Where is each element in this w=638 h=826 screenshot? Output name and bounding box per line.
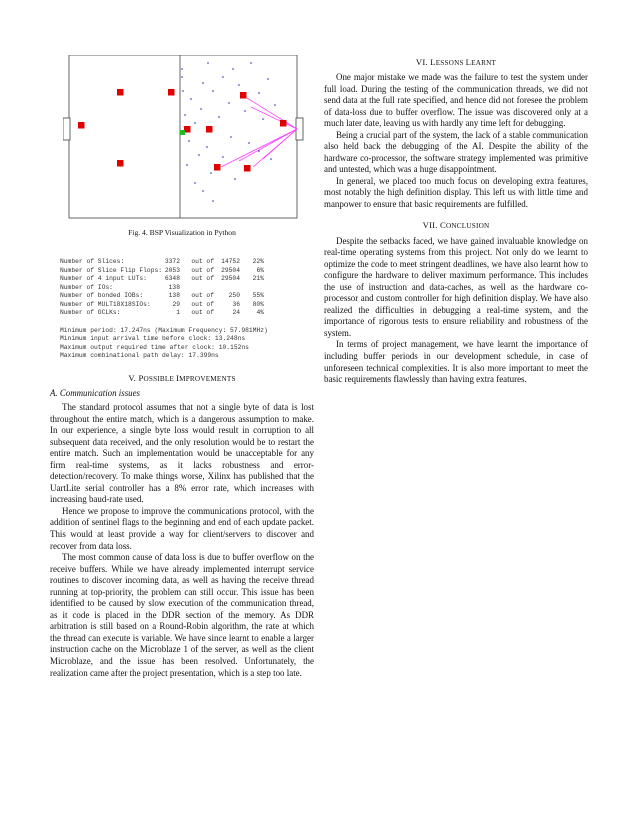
trace-dot	[258, 150, 260, 152]
trace-dot	[270, 158, 272, 160]
resource-row	[60, 267, 310, 276]
link-line	[263, 129, 297, 159]
trace-dot	[222, 156, 224, 158]
resource-of: out of	[191, 309, 214, 317]
paragraph: In general, we placed too much focus on developing extra features, most notably the high definition display. This left us with little time and manpower to ensure that basic requirements are fulfilled.	[324, 175, 588, 210]
trace-dot	[230, 136, 232, 138]
resource-label: Number of 4 input LUTs:	[60, 275, 147, 283]
left-goal	[63, 118, 70, 140]
resource-row	[60, 301, 310, 310]
trace-dot	[202, 190, 204, 192]
trace-dot	[232, 68, 234, 70]
trace-dot	[206, 146, 208, 148]
heading-rest-2: MPROVEMENTS	[179, 375, 236, 383]
resource-of: out of	[191, 275, 214, 283]
section-v-heading	[50, 373, 314, 383]
heading-rest-2: EARNT	[471, 59, 497, 67]
trace-dot	[250, 62, 252, 64]
resource-used: 138	[168, 283, 180, 291]
player-blocks	[78, 89, 287, 172]
resource-of: out of	[191, 266, 214, 274]
resource-label: Number of GCLKs:	[60, 309, 121, 317]
link-lines	[221, 98, 297, 167]
resource-total	[214, 284, 240, 293]
trace-dot	[244, 110, 246, 112]
heading-initial: P	[138, 373, 144, 383]
trace-dot	[182, 90, 184, 92]
paragraph: One major mistake we made was the failure to test the system under full load. During the testing of the communication threads, we did not send data at the full rate specified, and hence did not foresee the problem of data-loss due to buffer overflow. The issue was discovered only at a much later date, leaving us with hardly any time left for debugging.	[324, 72, 588, 129]
resource-used: 3372	[164, 258, 180, 265]
trace-dot	[222, 76, 224, 78]
heading-rest: ESSONS	[435, 59, 466, 67]
resource-used: 138	[168, 292, 180, 300]
player-block	[117, 160, 124, 167]
resource-label: Number of Slice Flip Flops:	[60, 266, 163, 274]
resource-percent: 6%	[256, 266, 264, 274]
trace-dot	[210, 172, 212, 174]
figure-caption: Fig. 4. BSP Visualization in Python	[128, 228, 236, 237]
player-block	[168, 89, 175, 96]
timing-line: Maximum output required time after clock: 10.152ns	[60, 343, 249, 351]
resource-percent: 80%	[252, 300, 264, 308]
link-line	[247, 98, 297, 129]
paragraph: Despite the setbacks faced, we have gained invaluable knowledge on real-time operating systems from this project. Not only do we learnt to optimize the code to meet stringent deadlines, we have also learnt how to configure the hardware to deliver maximum performance. This includes the use of instruction and data-caches, as well as the hardware co-processor and custom controller for high definition display. We have also realized the difficulties in debugging a real-time system, and the importance of rigorous tests to ensure reliability and robustness of the system.	[324, 235, 588, 338]
paragraph: In terms of project management, we have learnt the importance of including buffer periods in our development schedule, in case of unforeseen technical complexities. It is also more important to meet the basic requirements flawlessly than having extra features.	[324, 339, 588, 385]
resource-of: out of	[191, 292, 214, 300]
subsection-heading: A. Communication issues	[50, 388, 140, 398]
bsp-field-svg	[63, 55, 311, 220]
field-border	[69, 55, 297, 218]
heading-initial-2: L	[465, 57, 472, 67]
section-number: VII.	[422, 219, 438, 230]
ball-marker	[180, 130, 185, 135]
heading-rest: ONCLUSION	[446, 221, 490, 230]
resource-label: Number of MULT18X18SIOs:	[60, 300, 151, 308]
resource-row	[60, 292, 310, 301]
resource-table	[60, 258, 310, 318]
timing-line: Minimum period: 17.247ns (Maximum Frequency: 57.981MHz)	[60, 326, 268, 334]
resource-row	[60, 275, 310, 284]
paragraph: Hence we propose to improve the communications protocol, with the addition of sentinel flags to the beginning and end of each update packet. This would at least provide a way for client/servers to discover and recover from data loss.	[50, 505, 314, 551]
trace-dot	[181, 68, 183, 70]
player-block	[206, 126, 213, 133]
trace-dot	[238, 84, 240, 86]
bsp-visualization-figure	[63, 55, 311, 220]
resource-percent: 21%	[252, 275, 264, 283]
heading-initial: C	[440, 219, 447, 230]
resource-total: 14752	[221, 258, 240, 265]
resource-used: 29	[172, 300, 180, 308]
trace-dot	[202, 82, 204, 84]
trace-dot	[194, 122, 196, 124]
resource-label: Number of Slices:	[60, 258, 125, 265]
section-number: V.	[128, 373, 137, 383]
trace-dot	[274, 104, 276, 106]
resource-total: 24	[232, 309, 240, 317]
resource-total: 36	[232, 300, 240, 308]
trace-dots	[181, 62, 276, 202]
player-block	[78, 122, 85, 129]
resource-row	[60, 284, 310, 293]
trace-dot	[190, 98, 192, 100]
link-line	[251, 107, 297, 129]
resource-label: Number of bonded IOBs:	[60, 292, 144, 300]
resource-percent	[240, 284, 264, 293]
heading-initial-2: I	[176, 373, 180, 383]
trace-dot	[181, 76, 183, 78]
heading-rest: OSSIBLE	[143, 375, 177, 383]
timing-summary	[60, 327, 310, 361]
resource-label: Number of IOs:	[60, 283, 113, 291]
player-block	[244, 165, 251, 172]
player-block	[240, 92, 247, 99]
trace-dot	[234, 178, 236, 180]
paragraph: The most common cause of data loss is due to buffer overflow on the receive buffers. While we have already implemented interrupt service routines to discover incoming data, as well as having the receive thread running at top-priority, the problem can still occur. This issue has been identified to be caused by slow execution of the communication thread, as it code is placed in the DDR section of the memory. As DDR arbitration is still based on a Round-Robin algorithm, the rate at which the thread can execute is variable. We have since learnt to enable a larger instruction cache on the Microblaze 1 of the server, as well as the client Microblaze, and the issue has been resolved. Unfortunately, the realization came after the project presentation, which is a step too late.	[50, 552, 314, 678]
trace-dot	[194, 182, 196, 184]
player-block	[280, 120, 287, 127]
resource-total: 29504	[221, 275, 240, 283]
synthesis-report	[60, 258, 310, 361]
heading-initial: L	[430, 57, 436, 67]
resource-used: 2053	[164, 266, 180, 274]
trace-dot	[267, 78, 269, 80]
section-vi-heading	[324, 57, 588, 67]
trace-dot	[207, 62, 209, 64]
left-column	[50, 373, 314, 679]
trace-dot	[188, 140, 190, 142]
trace-dot	[184, 114, 186, 116]
trace-dot	[262, 118, 264, 120]
resource-of: out of	[191, 300, 214, 308]
resource-percent: 55%	[252, 292, 264, 300]
trace-dot	[218, 116, 220, 118]
resource-total: 250	[228, 292, 240, 300]
resource-of: out of	[191, 258, 214, 265]
player-block	[214, 164, 221, 171]
resource-total: 29504	[221, 266, 240, 274]
resource-of	[180, 284, 214, 293]
trace-dot	[212, 200, 214, 202]
trace-dot	[228, 102, 230, 104]
resource-row	[60, 258, 310, 267]
timing-line: Maximum combinational path delay: 17.399ns	[60, 352, 219, 360]
trace-dot	[198, 154, 200, 156]
paragraph: Being a crucial part of the system, the lack of a stable communication also held back the debugging of the AI. Despite the ability of the hardware co-processor, the software strategy implemented was primitive and untested, which was a huge disappointment.	[324, 129, 588, 175]
resource-percent: 4%	[256, 309, 264, 317]
trace-dot	[212, 90, 214, 92]
section-number: VI.	[415, 57, 428, 67]
right-goal	[296, 118, 303, 140]
trace-dot	[248, 142, 250, 144]
right-column	[324, 57, 588, 386]
trace-dot	[186, 164, 188, 166]
paragraph: The standard protocol assumes that not a single byte of data is lost throughout the entire match, which is a dangerous assumption to make. In our experience, a single byte loss would result in corruption to all subsequent data received, and the only resolution would be to restart the entire match. Such an implementation would be unacceptable for any firm real-time systems, as it lacks robustness and error-detection/recovery. To make things worse, Xilinx has published that the UartLite serial controller has a 8% error rate, which increases with increasing baud-rate used.	[50, 402, 314, 505]
timing-line: Minimum input arrival time before clock: 13.248ns	[60, 335, 246, 343]
resource-percent: 22%	[252, 258, 264, 265]
link-line	[239, 129, 297, 161]
trace-dot	[258, 92, 260, 94]
resource-used: 6348	[164, 275, 180, 283]
resource-used: 1	[176, 309, 180, 317]
player-block	[117, 89, 124, 96]
resource-row	[60, 309, 310, 318]
section-vii-heading	[324, 220, 588, 230]
trace-dot	[200, 108, 202, 110]
